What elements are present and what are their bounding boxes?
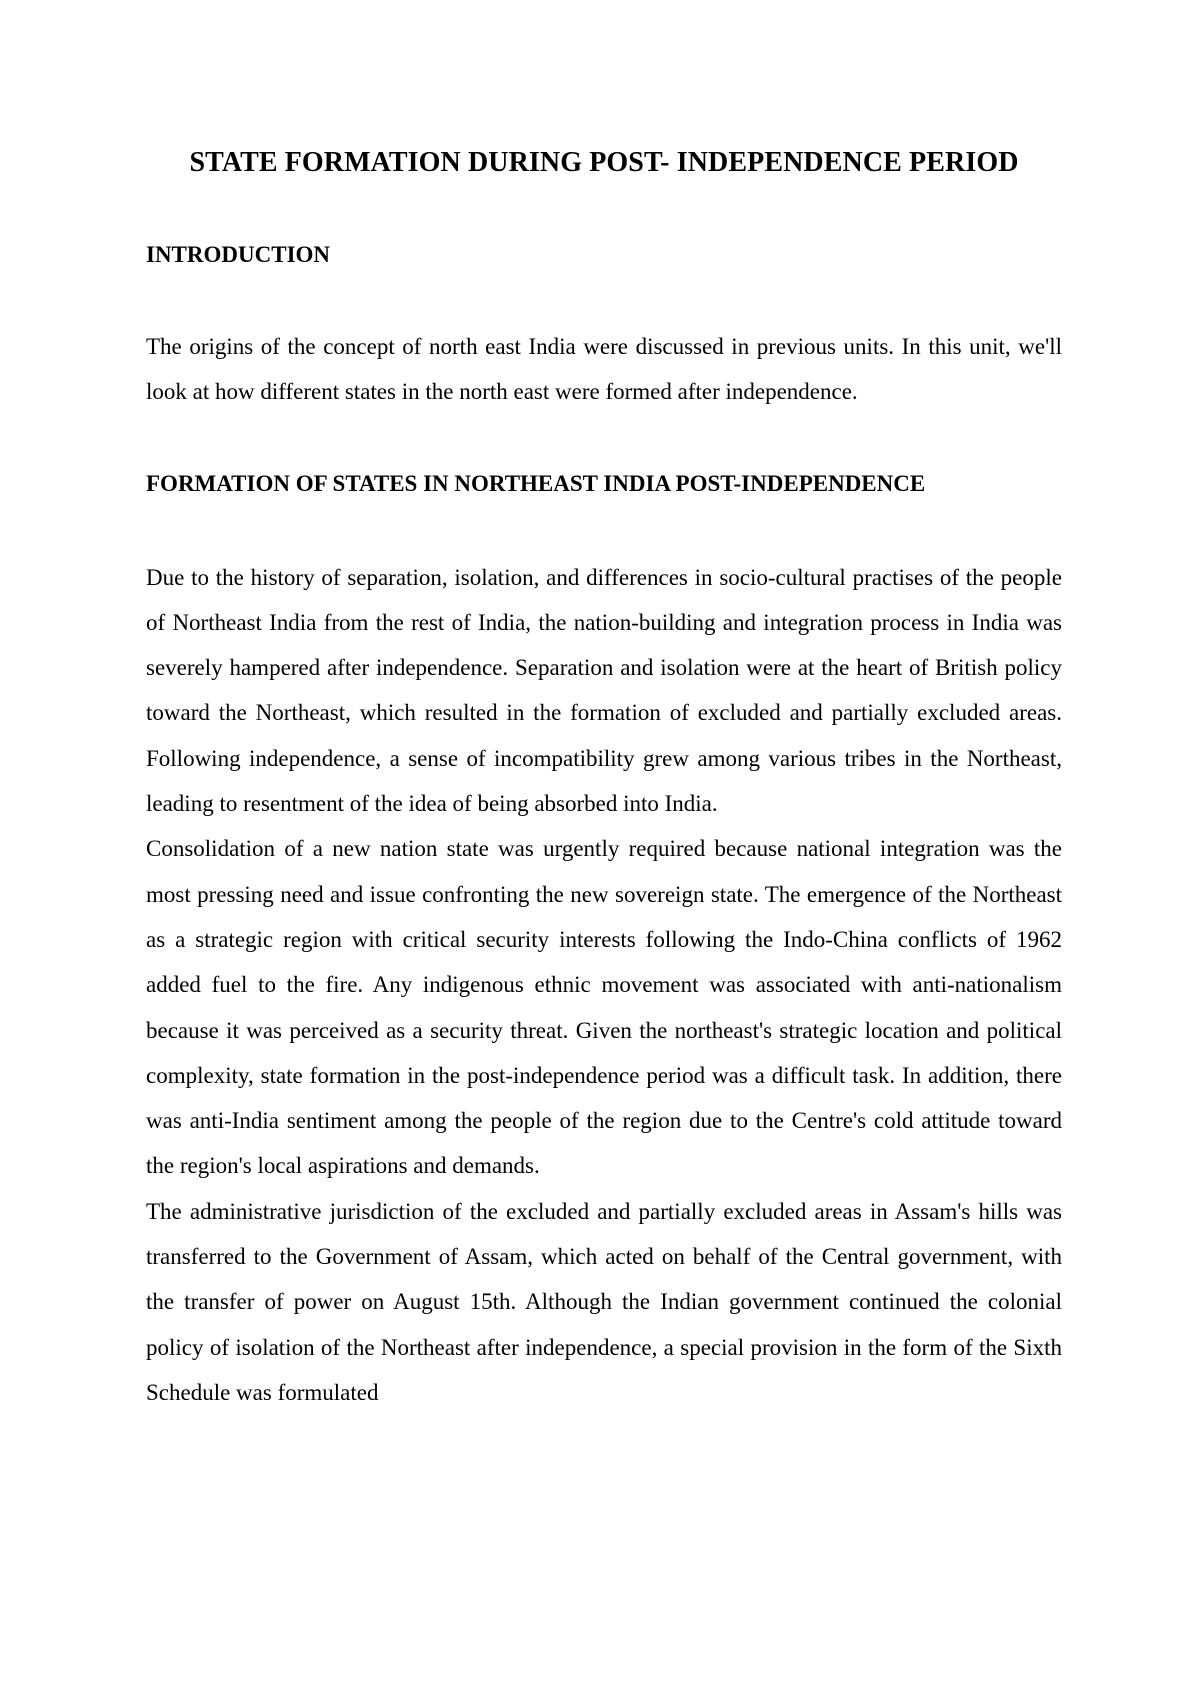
spacer <box>146 415 1062 461</box>
section-heading-formation-of-states: FORMATION OF STATES IN NORTHEAST INDIA POST-INDEPENDENCE <box>146 470 926 496</box>
formation-paragraph-3: The administrative jurisdiction of the excluded and partially excluded areas in Assam's hills was transferred to the Government of Assam, which acted on behalf of the Central government, with the transfer of power on August 15th. Although the Indian government continued the colonial policy of isolation of the Northeast after independence, a special provision in the form of the Sixth Schedule was formulated <box>146 1198 1062 1405</box>
spacer <box>146 186 1062 232</box>
spacer <box>146 278 1062 324</box>
document-body <box>146 140 1062 1415</box>
introduction-paragraph: The origins of the concept of north east India were discussed in previous units. In this unit, we'll look at how different states in the north east were formed after independence. <box>146 334 1062 405</box>
spacer <box>146 507 1062 555</box>
document-title: STATE FORMATION DURING POST- INDEPENDENCE PERIOD <box>189 147 1019 178</box>
section-heading-introduction: INTRODUCTION <box>146 242 331 267</box>
formation-paragraph-1: Due to the history of separation, isolation, and differences in socio-cultural practises of the people of Northeast India from the rest of India, the nation-building and integration process in India was severely hampered after independence. Separation and isolation were at the heart of British policy toward the Northeast, which resulted in the formation of excluded and partially excluded areas. Following independence, a sense of incompatibility grew among various tribes in the Northeast, leading to resentment of the idea of being absorbed into India. <box>146 564 1062 817</box>
formation-paragraph-2: Consolidation of a new nation state was urgently required because national integration was the most pressing need and issue confronting the new sovereign state. The emergence of the Northeast as a strategic region with critical security interests following the Indo-China conflicts of 1962 added fuel to the fire. Any indigenous ethnic movement was associated with anti-nationalism because it was perceived as a security threat. Given the northeast's strategic location and political complexity, state formation in the post-independence period was a difficult task. In addition, there was anti-India sentiment among the people of the region due to the Centre's cold attitude toward the region's local aspirations and demands. <box>146 836 1062 1179</box>
